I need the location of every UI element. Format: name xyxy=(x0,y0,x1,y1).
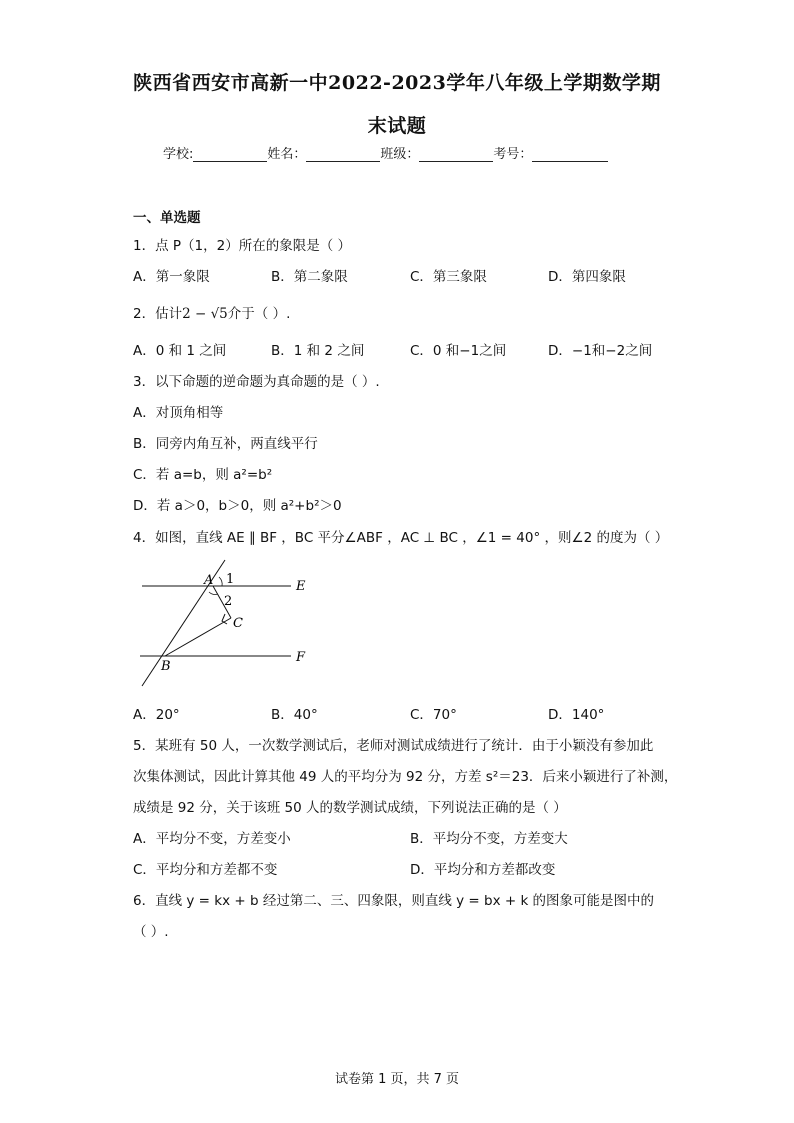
q1-option-d: D．第四象限 xyxy=(548,269,626,285)
label-a: A xyxy=(204,573,214,588)
label-angle-2: 2 xyxy=(224,594,233,609)
q5-option-a: A．平均分不变，方差变小 xyxy=(133,831,291,847)
q4-option-d: D．140° xyxy=(548,707,605,723)
q4-option-c: C．70° xyxy=(410,707,457,723)
q5-stem-line2: 次集体测试，因此计算其他 49 人的平均分为 92 分，方差 s²＝23．后来小颖进行了补测， xyxy=(133,769,678,785)
angle-1-arc xyxy=(219,577,222,586)
section-heading: 一、单选题 xyxy=(133,210,201,226)
q1-option-a: A．第一象限 xyxy=(133,269,210,285)
q6-stem-line2: （ ）. xyxy=(133,924,169,940)
q5-option-d: D．平均分和方差都改变 xyxy=(410,862,556,878)
exam-title-line2: 末试题 xyxy=(367,115,427,137)
exam-title-line1: 陕西省西安市高新一中2022-2023学年八年级上学期数学期 xyxy=(133,72,661,94)
q5-stem-line3: 成绩是 92 分，关于该班 50 人的数学测试成绩，下列说法正确的是（ ） xyxy=(133,800,567,816)
number-label: 考号： xyxy=(493,147,533,162)
q1-option-b: B．第二象限 xyxy=(271,269,348,285)
q4-geometry-figure xyxy=(136,556,336,691)
q2-option-c: C．0 和−1之间 xyxy=(410,343,507,359)
q2-stem xyxy=(133,302,290,322)
q2-option-b: B．1 和 2 之间 xyxy=(271,343,365,359)
q3-option-a: A．对顶角相等 xyxy=(133,405,224,421)
label-c: C xyxy=(233,616,243,631)
label-angle-1: 1 xyxy=(226,572,235,587)
segment-bc xyxy=(165,618,231,656)
q5-option-c: C．平均分和方差都不变 xyxy=(133,862,278,878)
q2-expression: 2 − √5 xyxy=(182,306,228,322)
q4-option-b: B．40° xyxy=(271,707,318,723)
q1-stem: 1．点 P（1，2）所在的象限是（ ） xyxy=(133,238,351,254)
q5-stem-line1: 5．某班有 50 人，一次数学测试后，老师对测试成绩进行了统计．由于小颖没有参加此 xyxy=(133,738,654,754)
label-b: B xyxy=(161,659,171,674)
number-blank[interactable] xyxy=(532,147,608,162)
q2-option-a: A．0 和 1 之间 xyxy=(133,343,227,359)
label-e: E xyxy=(296,579,306,594)
q6-stem-line1: 6．直线 y = kx + b 经过第二、三、四象限，则直线 y = bx + k 的图象可能是图中的 xyxy=(133,893,655,909)
q4-option-a: A．20° xyxy=(133,707,180,723)
q2-option-d: D．−1和−2之间 xyxy=(548,343,653,359)
name-label: 姓名： xyxy=(267,147,307,162)
q1-option-c: C．第三象限 xyxy=(410,269,487,285)
class-blank[interactable] xyxy=(419,147,493,162)
name-blank[interactable] xyxy=(306,147,380,162)
school-blank[interactable] xyxy=(193,147,267,162)
q4-stem: 4．如图，直线 AE ∥ BF ，BC 平分∠ABF ，AC ⊥ BC ，∠1 = 40° ，则∠2 的度为（ ） xyxy=(133,530,669,546)
student-info-row xyxy=(163,143,608,162)
q3-stem: 3．以下命题的逆命题为真命题的是（ ）. xyxy=(133,374,380,390)
q2-stem-post: 介于（ ）. xyxy=(227,306,291,322)
page-footer: 试卷第 1 页，共 7 页 xyxy=(334,1072,460,1087)
class-label: 班级： xyxy=(380,147,420,162)
q3-option-c: C．若 a=b，则 a²=b² xyxy=(133,467,273,483)
q3-option-b: B．同旁内角互补，两直线平行 xyxy=(133,436,318,452)
school-label: 学校: xyxy=(163,147,194,162)
q2-stem-pre: 2．估计 xyxy=(133,306,183,322)
label-f: F xyxy=(296,650,306,665)
q5-option-b: B．平均分不变，方差变大 xyxy=(410,831,568,847)
q3-option-d: D．若 a＞0，b＞0，则 a²+b²＞0 xyxy=(133,498,342,514)
